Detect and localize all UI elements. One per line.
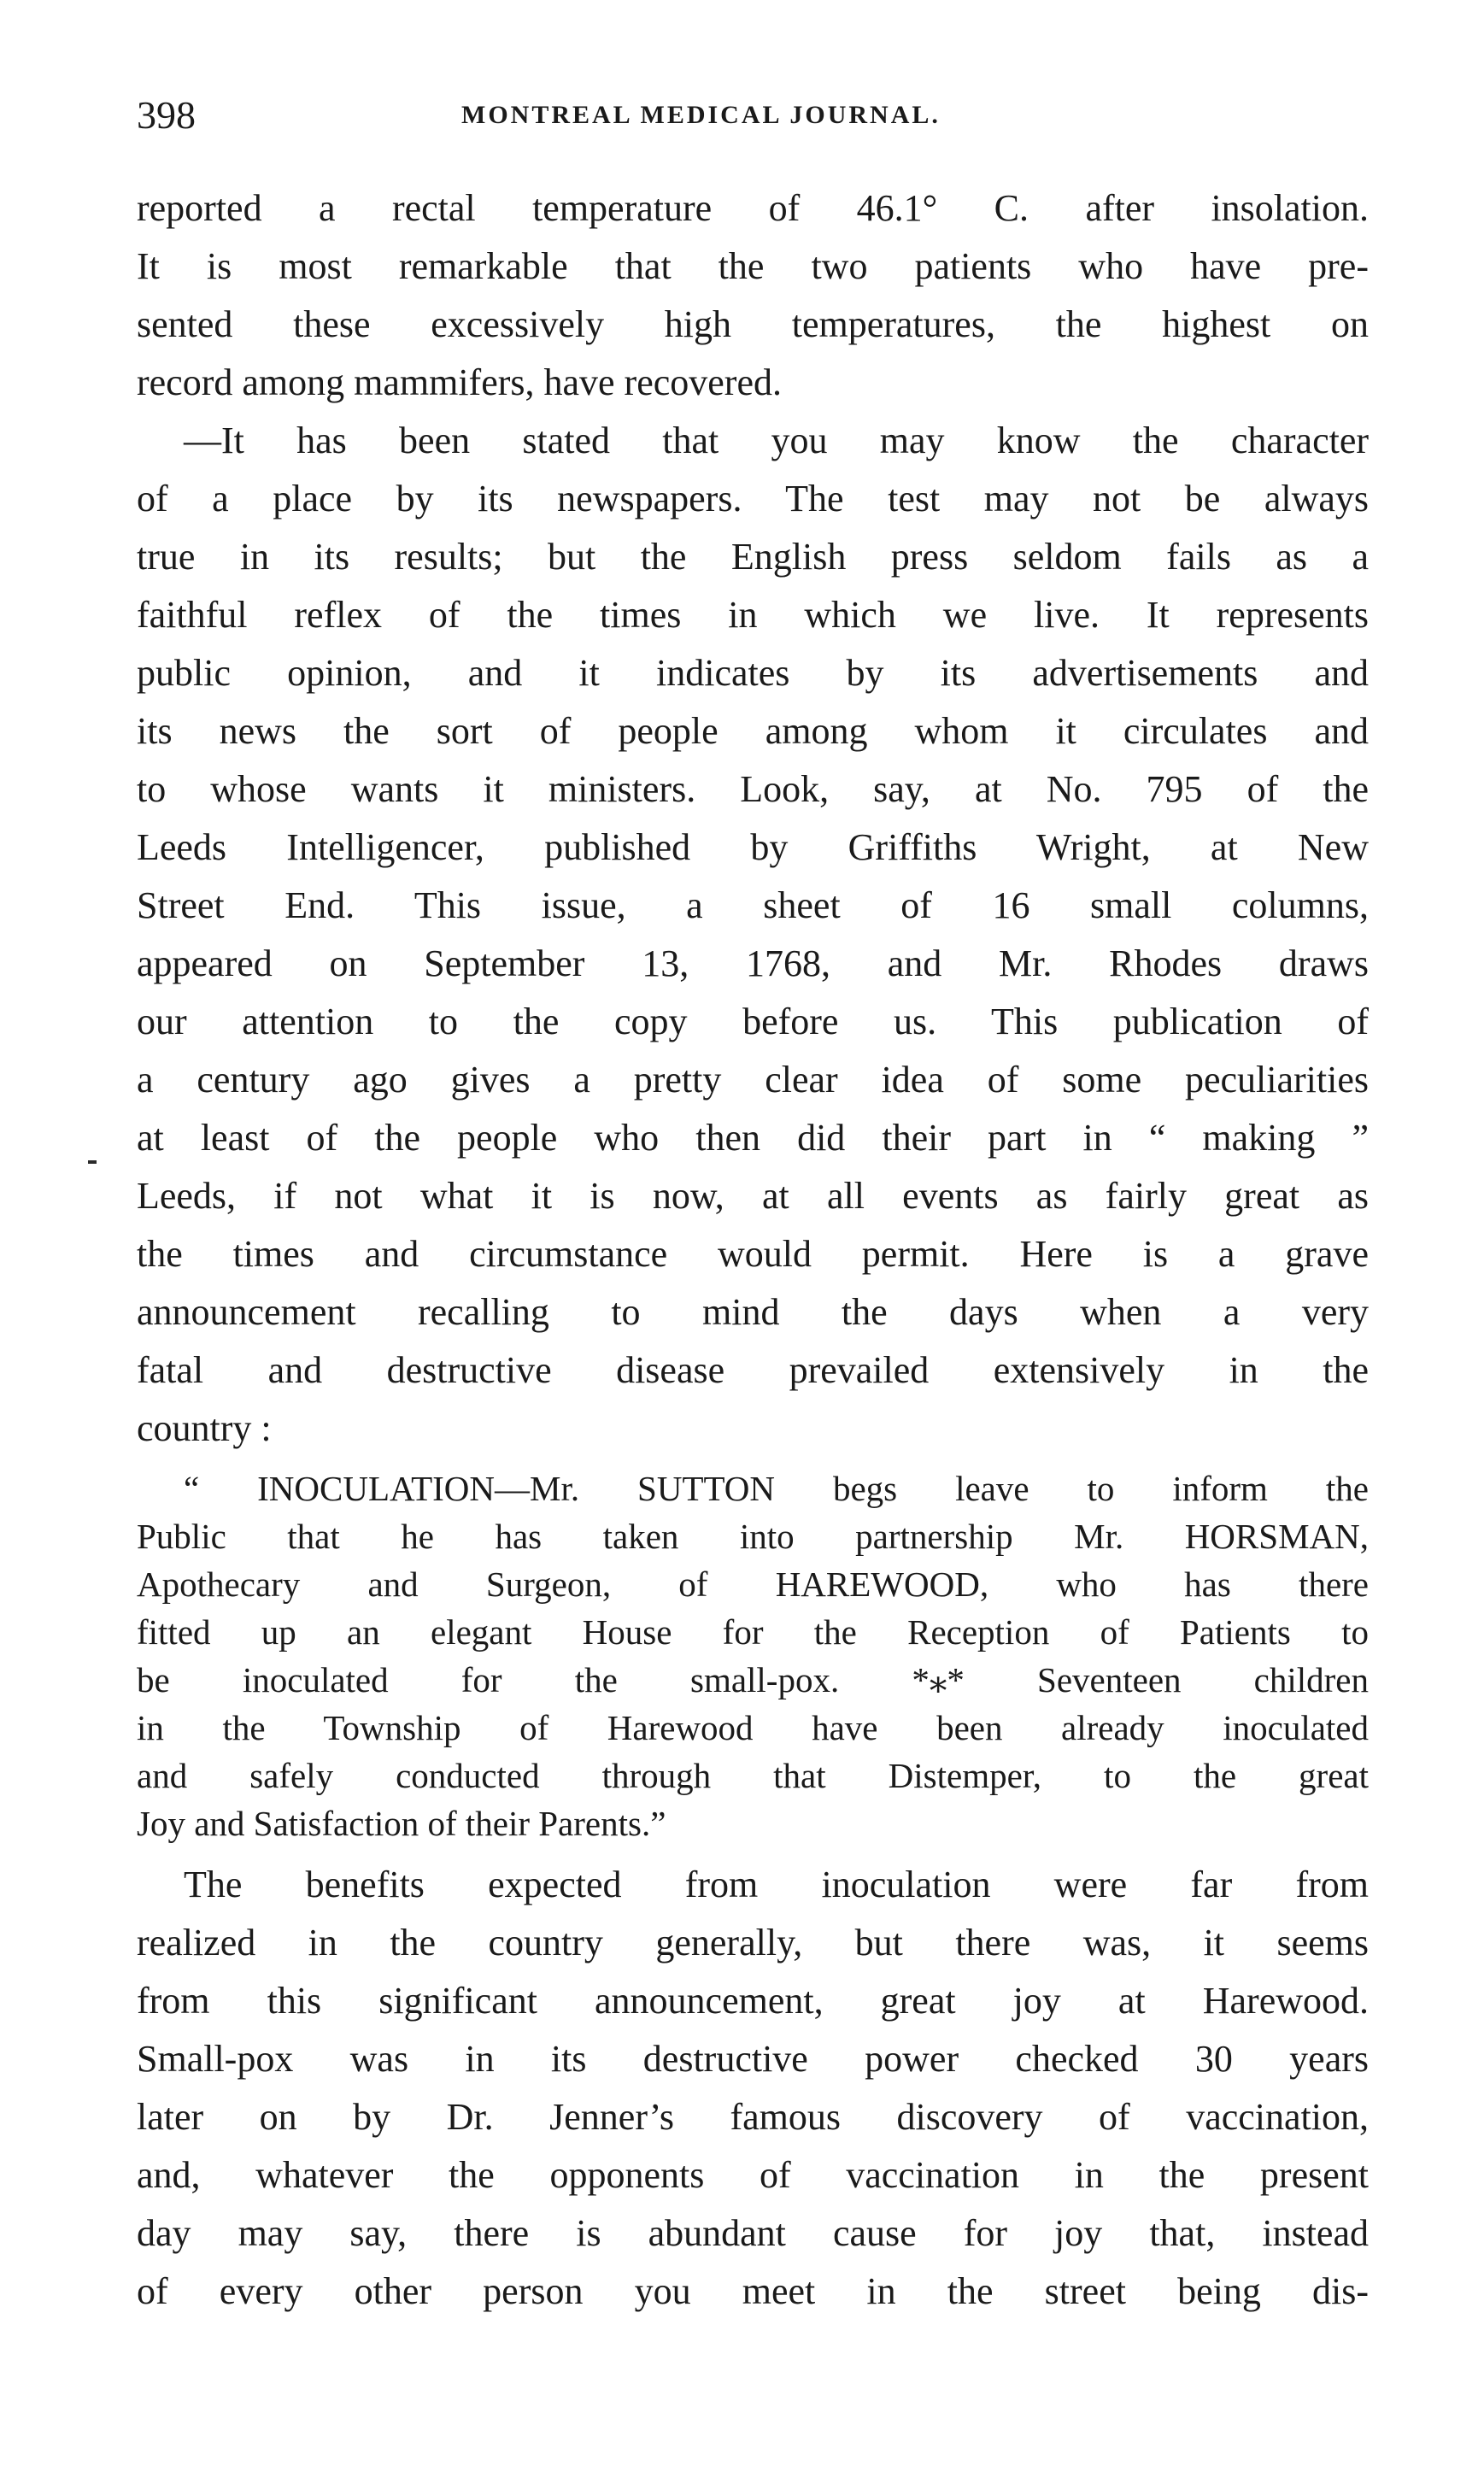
text-line: fatal and destructive disease prevailed extensively in the [137,1349,1369,1391]
quote-line: fitted up an elegant House for the Reception of Patients to [137,1612,1369,1652]
text-line: to whose wants it ministers. Look, say, at No. 795 of the [137,768,1369,810]
text-line: a century ago gives a pretty clear idea of some peculiarities [137,1059,1369,1101]
text-line: It is most remarkable that the two patients who have pre- [137,245,1369,287]
text-line: sented these excessively high temperatures, the highest on [137,303,1369,345]
page-number: 398 [137,93,196,137]
text-line: day may say, there is abundant cause for joy that, instead [137,2212,1369,2254]
page-header [137,85,1367,145]
text-line: true in its results; but the English press seldom fails as a [137,536,1369,578]
quoted-advertisement [137,1465,1369,1847]
quote-line: be inoculated for the small-pox. *⁎* Seventeen children [137,1660,1369,1699]
text-line: The benefits expected from inoculation were far from [184,1864,1369,1905]
paragraph-4 [137,1856,1369,2321]
text-line: Leeds Intelligencer, published by Griffiths Wright, at New [137,826,1369,868]
margin-mark [88,1160,97,1164]
text-line: Leeds, if not what it is now, at all events as fairly great as [137,1175,1369,1217]
text-line: later on by Dr. Jenner’s famous discovery of vaccination, [137,2096,1369,2138]
text-line: country : [137,1407,272,1449]
text-line: its news the sort of people among whom it circulates and [137,710,1369,752]
quote-line: and safely conducted through that Distemper, to the great [137,1756,1369,1795]
quote-line: “ INOCULATION—Mr. SUTTON begs leave to inform the [184,1469,1369,1508]
text-line: Small-pox was in its destructive power checked 30 years [137,2038,1369,2080]
text-line: announcement recalling to mind the days when a very [137,1291,1369,1333]
body-text [137,179,1369,2321]
text-line: of every other person you meet in the street being dis- [137,2270,1369,2312]
text-line: from this significant announcement, great joy at Harewood. [137,1980,1369,2022]
quote-line: in the Township of Harewood have been already inoculated [137,1708,1369,1747]
text-line: at least of the people who then did their part in “ making ” [137,1117,1369,1159]
text-line: appeared on September 13, 1768, and Mr. Rhodes draws [137,942,1369,984]
text-line: public opinion, and it indicates by its advertisements and [137,652,1369,694]
quote-line: Public that he has taken into partnership Mr. HORSMAN, [137,1517,1369,1556]
quote-line: Joy and Satisfaction of their Parents.” [137,1804,666,1843]
text-line: our attention to the copy before us. This publication of [137,1001,1369,1042]
text-line: record among mammifers, have recovered. [137,361,782,403]
text-line: and, whatever the opponents of vaccination in the present [137,2154,1369,2196]
text-line: faithful reflex of the times in which we live. It represents [137,594,1369,636]
paragraph-1 [137,179,1369,412]
text-line: —It has been stated that you may know the character [184,420,1369,461]
text-line: of a place by its newspapers. The test may not be always [137,478,1369,520]
quote-line: Apothecary and Surgeon, of HAREWOOD, who has there [137,1564,1369,1604]
text-line: Street End. This issue, a sheet of 16 small columns, [137,884,1369,926]
text-line: reported a rectal temperature of 46.1° C. after insolation. [137,187,1369,229]
paragraph-2 [137,412,1369,1458]
text-line: the times and circumstance would permit. Here is a grave [137,1233,1369,1275]
text-line: realized in the country generally, but there was, it seems [137,1922,1369,1964]
running-head: MONTREAL MEDICAL JOURNAL. [461,101,941,129]
